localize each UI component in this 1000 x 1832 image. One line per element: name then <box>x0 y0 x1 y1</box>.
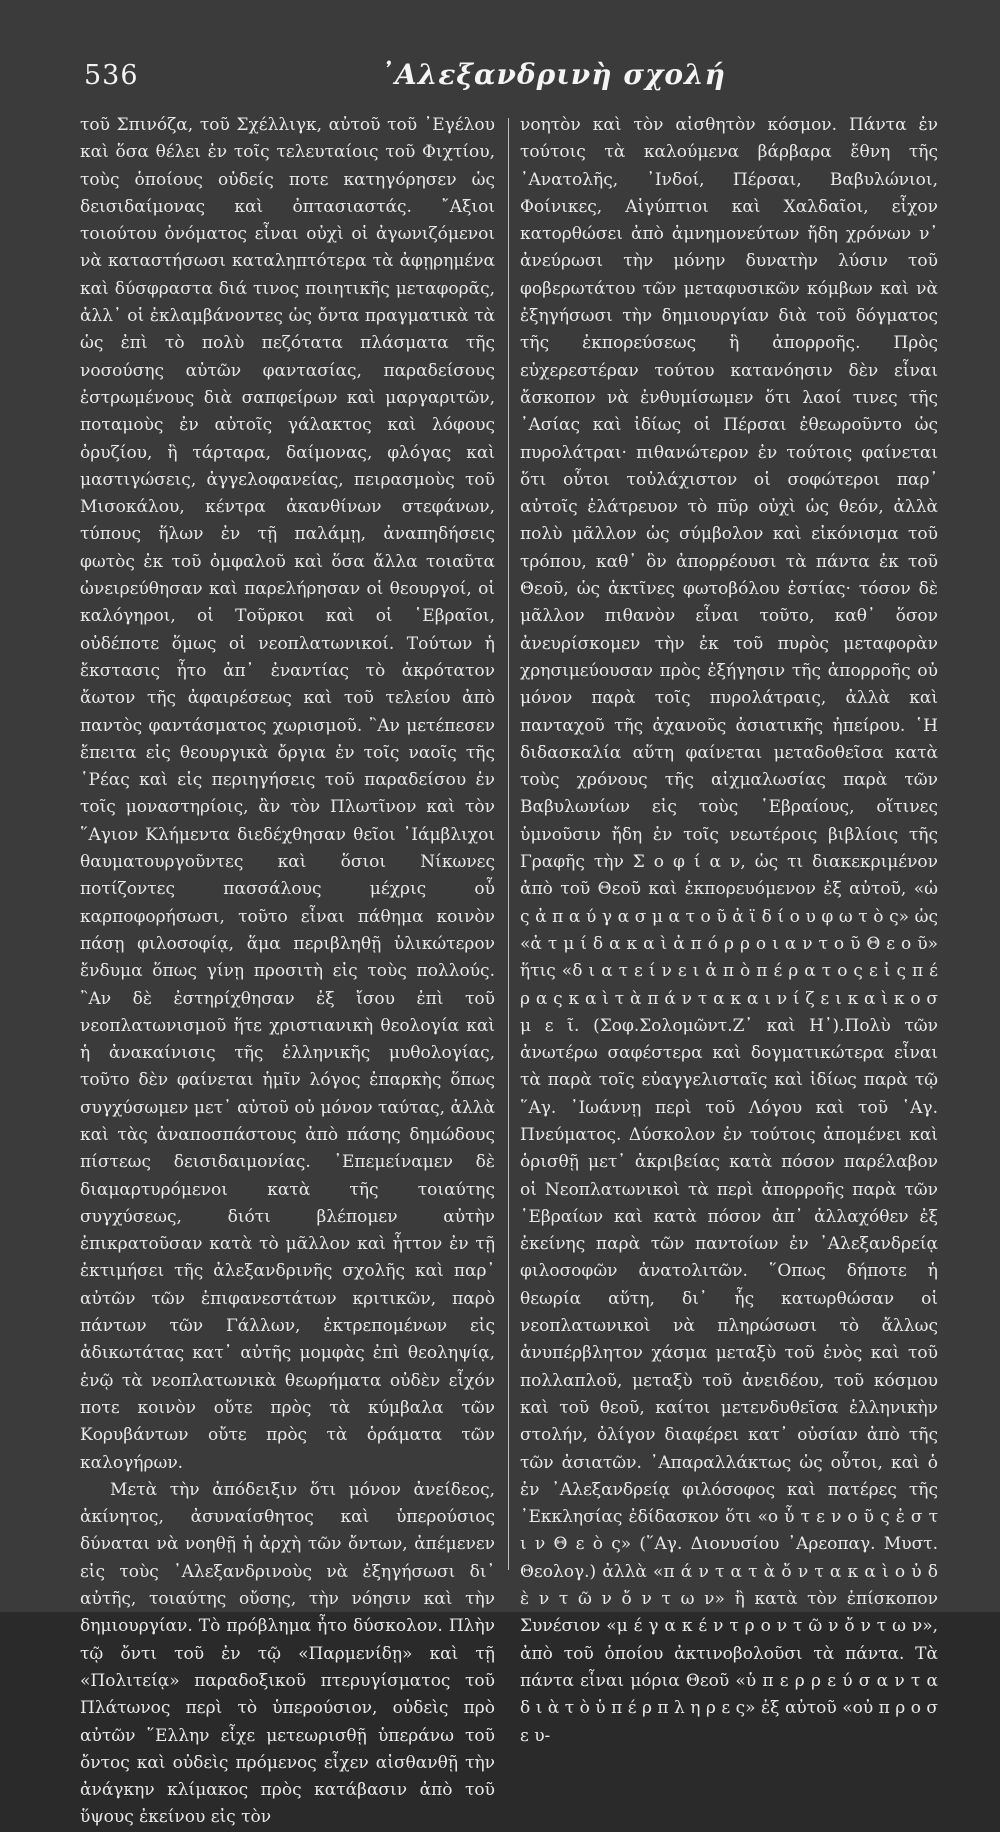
column-divider <box>508 118 509 1570</box>
left-paragraph-2: Μετὰ τὴν ἀπόδειξιν ὅτι μόνον ἀνείδεος, ἀκίνητος, ἀσυναίσθητος καὶ ὑπερούσιος δύναται νὰ νοηθῇ ἡ ἀρχὴ τῶν ὄντων, ἀπέμενεν εἰς τοὺς ᾿Αλεξανδρινοὺς νὰ ἐξηγήσωσι δι᾿ αὐτῆς, τοιαύτης οὔσης, τὴν νόησιν καὶ τὴν δημιουργίαν. Τὸ πρόβλημα ἦτο δύσκολον. Πλὴν τῷ ὄντι τοῦ ἐν τῷ «Παρμενίδῃ» καὶ τῇ «Πολιτείᾳ» παραδοξικοῦ πτερυγίσματος τοῦ Πλάτωνος περὶ τὸ ὑπερούσιον, οὐδεὶς πρὸ αὐτῶν ῞Ελλην εἶχε μετεωρισθῇ ὑπεράνω τοῦ ὄντος καὶ οὐδεὶς πρόμενος εἶχεν αἰσθανθῇ τὴν ἀνάγκην κλίμακος πρὸς κατάβασιν ἀπὸ τοῦ ὕψους ἐκείνου εἰς τὸν <box>80 1479 495 1828</box>
right-column <box>520 112 938 1746</box>
right-paragraph-1: νοητὸν καὶ τὸν αἰσθητὸν κόσμον. Πάντα ἐν τούτοις τὰ καλούμενα βάρβαρα ἔθνη τῆς ᾿Ανατολῆς, ᾿Ινδοί, Πέρσαι, Βαβυλώνιοι, Φοίνικες, Αἰγύπτιοι καὶ Χαλδαῖοι, εἶχον κατορθώσει ἀπὸ ἀμνημονεύτων ἤδη χρόνων ν᾿ ἀνεύρωσι τὴν μόνην δυνατὴν λύσιν τοῦ φοβερωτάτου τῶν μεταφυσικῶν κόμβων καὶ νὰ ἐξηγήσωσι τὴν δημιουργίαν διὰ τοῦ δόγματος τῆς ἐκπορεύσεως ἢ ἀπορροῆς. Πρὸς εὐχερεστέραν τούτου κατανόησιν δὲν εἶναι ἄσκοπον νὰ ἐνθυμίσωμεν ὅτι λαοί τινες τῆς ᾿Ασίας καὶ ἰδίως οἱ Πέρσαι ἐθεωροῦντο ὡς πυρολάτραι· πιθανώτερον ἐν τούτοις φαίνεται ὅτι οὗτοι τοὐλάχιστον οἱ σοφώτεροι παρ᾿ αὐτοῖς ἐλάτρευον τὸ πῦρ οὐχὶ ὡς θεόν, ἀλλὰ πολὺ μᾶλλον ὡς σύμβολον καὶ εἰκόνισμα τοῦ τρόπου, καθ᾿ ὃν ἀπορρέουσι τὰ πάντα ἐκ τοῦ Θεοῦ, ὡς ἀκτῖνες φωτοβόλου ἑστίας· τόσον δὲ μᾶλλον πιθανὸν εἶναι τοῦτο, καθ᾿ ὅσον ἀνευρίσκομεν τὴν ἐκ τοῦ πυρὸς μεταφορὰν χρησιμεύουσαν πρὸς ἐξήγησιν τῆς ἀπορροῆς οὐ μόνον παρὰ τοῖς πυρολάτραις, ἀλλὰ καὶ πανταχοῦ τῆς ἀχανοῦς ἀσιατικῆς ἠπείρου. ῾Η διδασκαλία αὕτη φαίνεται μεταδοθεῖσα κατὰ τοὺς χρόνους τῆς αἰχμαλωσίας παρὰ τῶν Βαβυλωνίων εἰς τοὺς ῾Εβραίους, οἵτινες ὑμνοῦσιν ἤδη ἐν τοῖς νεωτέροις βιβλίοις τῆς Γραφῆς τὴν Σ ο φ ί α ν, ὡς τι διακεκριμένον ἀπὸ τοῦ Θεοῦ καὶ ἐκπορευόμενον ἐξ αὐτοῦ, «ὡ ς ἀ π α ύ γ α σ μ α τ ο ῦ ἀ ϊ δ ί ο υ φ ω τ ὸ ς» ὡς «ἀ τ μ ί δ α κ α ὶ ἀ π ό ρ ρ ο ι α ν τ ο ῦ Θ ε ο ῦ» ἥτις «δ ι α τ ε ί ν ε ι ἀ π ὸ π έ ρ α τ ο ς ε ἰ ς π έ ρ α ς κ α ὶ τ ὰ π ά ν τ α κ α ι ν ί ζ ε ι κ α ὶ κ ο σ μ ε ῖ. (Σοφ.Σολομῶντ.Ζ᾿ καὶ Η᾿).Πολὺ τῶν ἀνωτέρω σαφέστερα καὶ δογματικώτερα εἶναι τὰ παρὰ τοῖς εὐαγγελισταῖς καὶ ἰδίως παρὰ τῷ ῞Αγ. ᾿Ιωάννῃ περὶ τοῦ Λόγου καὶ τοῦ ῾Αγ. Πνεύματος. Δύσκολον ἐν τούτοις ἀπομένει καὶ ὁρισθῇ μετ᾿ ἀκριβείας κατὰ πόσον παρέλαβον οἱ Νεοπλατωνικοὶ τὰ περὶ ἀπορροῆς παρὰ τῶν ῾Εβραίων καὶ κατὰ πόσον ἀπ᾿ ἀλλαχόθεν ἐξ ἐκείνης παρὰ τῶν παντοίων ἐν ᾿Αλεξανδρείᾳ φιλοσοφῶν ἀνατολιτῶν. ῞Οπως δήποτε ἡ θεωρία αὕτη, δι᾿ ἧς κατωρθώσαν οἱ νεοπλατωνικοὶ νὰ πληρώσωσι τὸ ἄλλως ἀνυπέρβλητον χάσμα μεταξὺ τοῦ ἑνὸς καὶ τοῦ πολλαπλοῦ, μεταξὺ τοῦ ἀνειδέου, τοῦ κόσμου καὶ τοῦ θεοῦ, καίτοι μετενδυθεῖσα ἑλληνικὴν στολήν, ὀλίγον διαφέρει κατ᾿ οὐσίαν ἀπὸ τῆς τῶν ἀσιατῶν. ᾿Απαραλλάκτως ὡς οὗτοι, καὶ ὁ ἐν ᾿Αλεξανδρείᾳ φιλόσοφος καὶ πατέρες τῆς ᾿Εκκλησίας ἐδίδασκον ὅτι «ο ὗ τ ε ν ο ῦ ς ἐ σ τ ι ν Θ ε ὸ ς» (῞Αγ. Διονυσίου ᾿Αρεοπαγ. Μυστ. Θεολογ.) ἀλλὰ «π ά ν τ α τ ὰ ὄ ν τ α κ α ὶ ο ὐ δ ὲ ν τ ῶ ν ὄ ν τ ω ν» ἢ κατὰ τὸν ἐπίσκοπον Συνέσιον «μ έ γ α κ έ ν τ ρ ο ν τ ῶ ν ὄ ν τ ω ν», ἀπὸ τοῦ ὁποίου ἀκτινοβολοῦσι τὰ πάντα. Τὰ πάντα εἶναι μόρια Θεοῦ «ὑ π ε ρ ρ ε ύ σ α ν τ α δ ι ὰ τ ὸ ὑ π έ ρ π λ η ρ ε ς» ἐξ αὐτοῦ «οὐ π ρ ο σ ε υ- <box>520 115 938 1746</box>
page-number: 536 <box>84 60 139 91</box>
left-paragraph-1: τοῦ Σπινόζα, τοῦ Σχέλλιγκ, αὐτοῦ τοῦ ᾿Εγέλου καὶ ὅσα θέλει ἐν τοῖς τελευταίοις τοῦ Φιχτίου, τοὺς ὁποίους οὐδείς ποτε κατηγόρησεν ὡς δεισιδαίμονας καὶ ὀπτασιαστάς. ῎Αξιοι τοιούτου ὀνόματος εἶναι οὐχὶ οἱ ἀγωνιζόμενοι νὰ καταστήσωσι καταληπτότερα τὰ ἀφῃρημένα καὶ δύσφραστα διά τινος ποιητικῆς μεταφορᾶς, ἀλλ᾿ οἱ ἐκλαμβάνοντες ὡς ὄντα πραγματικὰ τὰ ὡς ἐπὶ τὸ πολὺ πεζότατα πλάσματα τῆς νοσούσης αὐτῶν φαντασίας, παραδείσους ἐστρωμένους διὰ σαπφείρων καὶ μαργαριτῶν, ποταμοὺς ἐν αὐτοῖς γάλακτος καὶ λόφους ὀρυζίου, ἢ τάρταρα, δαίμονας, φλόγας καὶ μαστιγώσεις, ἀγγελοφανείας, πειρασμοὺς τοῦ Μισοκάλου, κέντρα ἀκανθίνων στεφάνων, τύπους ἥλων ἐν τῇ παλάμῃ, ἀναπηδήσεις φωτὸς ἐκ τοῦ ὀμφαλοῦ καὶ ὅσα ἄλλα τοιαῦτα ὠνειρεύθησαν καὶ παρελήρησαν οἱ θεουργοί, οἱ καλόγηροι, οἱ Τοῦρκοι καὶ οἱ ῾Εβραῖοι, οὐδέποτε ὅμως οἱ νεοπλατωνικοί. Τούτων ἡ ἔκστασις ἦτο ἀπ᾿ ἐναντίας τὸ ἀκρότατον ἄωτον τῆς ἀφαιρέσεως καὶ τοῦ τελείου ἀπὸ παντὸς φαντάσματος χωρισμοῦ. ῍Αν μετέπεσεν ἔπειτα εἰς θεουργικὰ ὄργια ἐν τοῖς ναοῖς τῆς ῾Ρέας καὶ εἰς περιηγήσεις τοῦ παραδείσου ἐν τοῖς μοναστηρίοις, ἂν τὸν Πλωτῖνον καὶ τὸν ῞Αγιον Κλήμεντα διεδέχθησαν θεῖοι ᾿Ιάμβλιχοι θαυματουργοῦντες καὶ ὅσιοι Νίκωνες ποτίζοντες πασσάλους μέχρις οὗ καρποφορήσωσι, τοῦτο εἶναι πάθημα κοινὸν πάσῃ φιλοσοφίᾳ, ἅμα περιβληθῇ ὑλικώτερον ἔνδυμα ὅπως γίνῃ προσιτὴ εἰς τοὺς πολλούς. ῍Αν δὲ ἐστηρίχθησαν ἐξ ἴσου ἐπὶ τοῦ νεοπλατωνισμοῦ ἥτε χριστιανικὴ θεολογία καὶ ἡ ἀνακαίνισις τῆς ἑλληνικῆς μυθολογίας, τοῦτο δὲν φαίνεται ἡμῖν λόγος ἐπαρκὴς ὅπως συγχύσωμεν μετ᾿ αὐτοῦ οὐ μόνον ταύτας, ἀλλὰ καὶ τὰς ἀναποσπάστους ἀπὸ πάσης δημώδους πίστεως δεισιδαιμονίας. ᾿Επεμείναμεν δὲ διαμαρτυρόμενοι κατὰ τῆς τοιαύτης συγχύσεως, διότι βλέπομεν αὐτὴν ἐπικρατοῦσαν κατὰ τὸ μᾶλλον καὶ ἧττον ἐν τῇ ἐκτιμήσει τῆς ἀλεξανδρινῆς σχολῆς καὶ παρ᾿ αὐτῶν τῶν ἐπιφανεστάτων κριτικῶν, παρὸ πάντων τῶν Γάλλων, ἐκτρεπομένων εἰς ἀδικωτάτας κατ᾿ αὐτῆς μομφὰς ἐπὶ θεοληψίᾳ, ἐνῷ τὰ νεοπλατωνικὰ θεωρήματα οὐδὲν εἶχόν ποτε κοινὸν οὔτε πρὸς τὰ κύμβαλα τῶν Κορυβάντων οὔτε πρὸς τὰ ὁράματα τῶν καλογήρων. <box>80 115 495 1473</box>
left-column <box>80 112 495 1828</box>
page-header <box>0 52 1000 100</box>
running-title: ᾿Αλεξανδρινὴ σχολή <box>380 58 727 91</box>
